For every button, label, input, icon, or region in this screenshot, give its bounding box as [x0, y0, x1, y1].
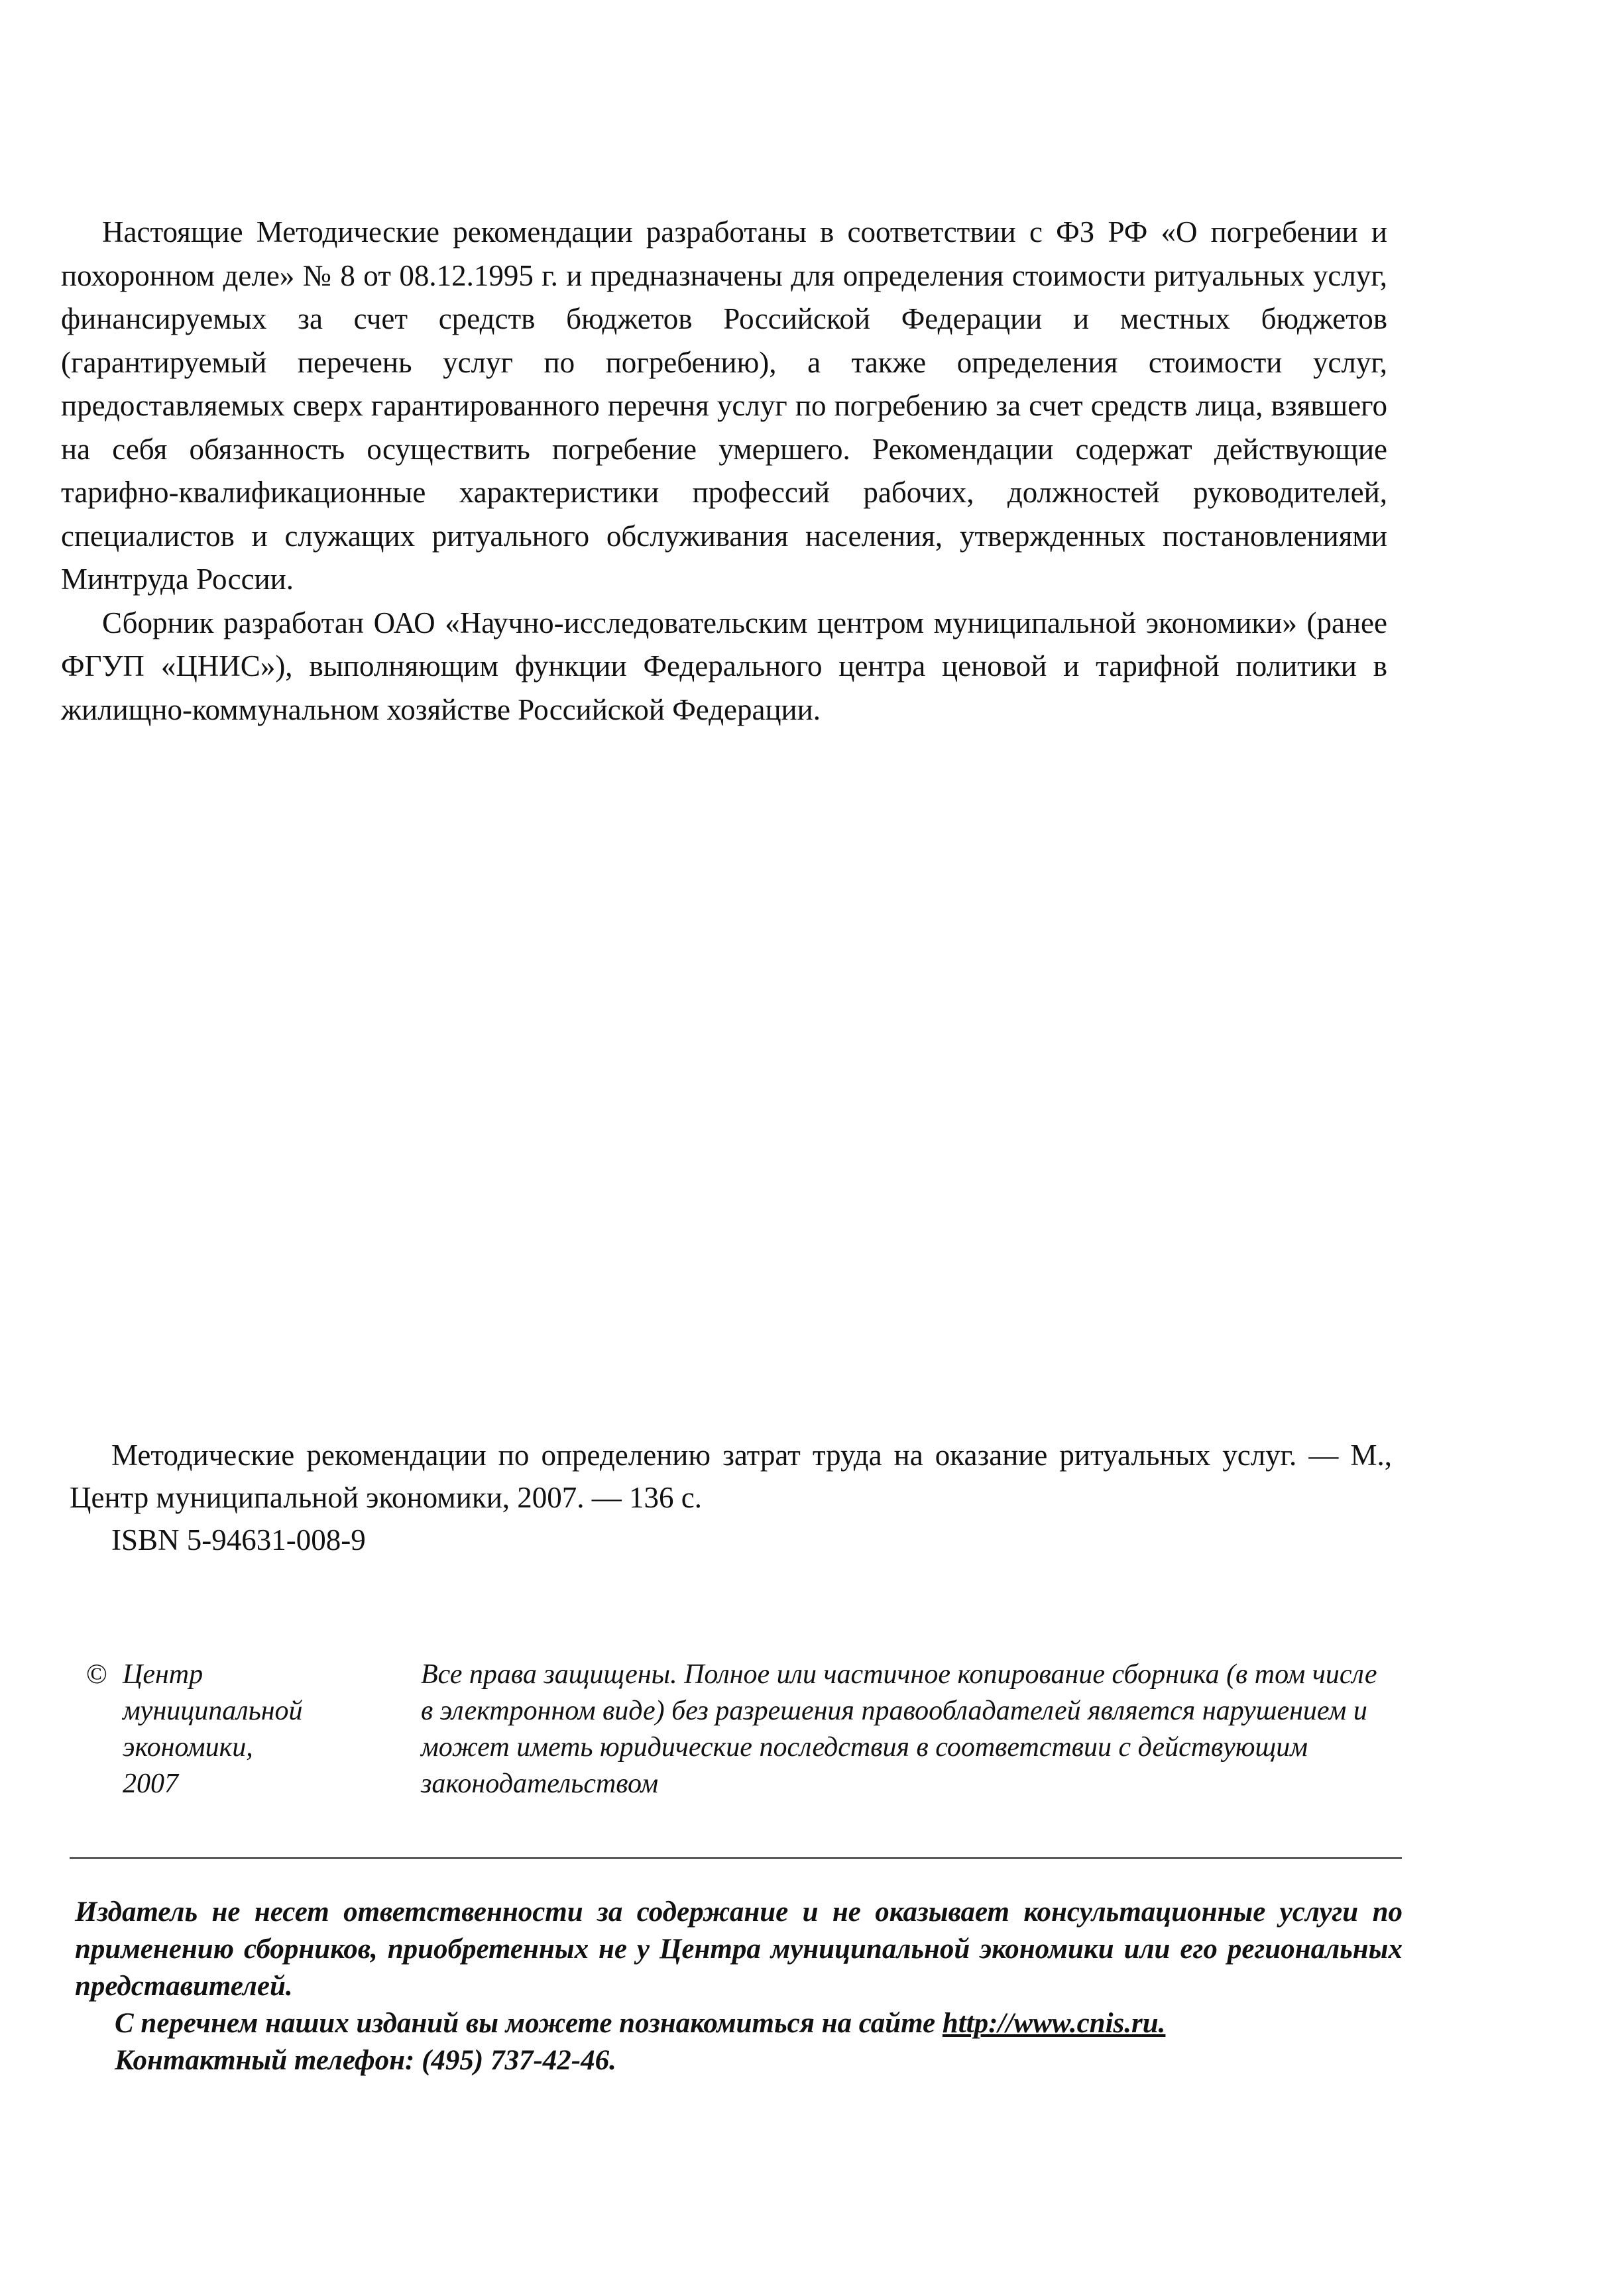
- intro-section: [61, 211, 1387, 732]
- copyright-holder-line-3: экономики,: [123, 1732, 253, 1763]
- copyright-year: 2007: [123, 1769, 178, 1799]
- website-link[interactable]: http://www.cnis.ru.: [942, 2008, 1166, 2039]
- catalog-line: [75, 2005, 1403, 2042]
- contact-phone: Контактный телефон: (495) 737-42-46.: [115, 2045, 616, 2076]
- copyright-symbol: ©: [86, 1659, 107, 1690]
- bibliographic-reference: Методические рекомендации по определению затрат труда на оказание ритуальных услуг. — М., Центр муниципальной экономики, 2007. — 136 с.: [70, 1439, 1392, 1514]
- catalog-text: С перечнем наших изданий вы можете познакомиться на сайте: [115, 2008, 936, 2039]
- rights-notice: Все права защищены. Полное или частичное копирование сборника (в том числе в электронном виде) без разрешения правообладателей является нарушением и может иметь юридические последствия в соответствии с действующим законодательством: [421, 1659, 1377, 1799]
- publisher-disclaimer: Издатель не несет ответственности за содержание и не оказывает консультационные услуги по применению сборников, приобретенных не у Центра муниципальной экономики или его региональных представителей.: [75, 1896, 1403, 2002]
- intro-paragraph-1: Настоящие Методические рекомендации разработаны в соответствии с ФЗ РФ «О погребении и похоронном деле» № 8 от 08.12.1995 г. и предназначены для определения стоимости ритуальных услуг, финансируемых за счет средств бюджетов Российской Федерации и местных бюджетов (гарантируемый перечень услуг по погребению), а также определения стоимости услуг, предоставляемых сверх гарантированного перечня услуг по погребению за счет средств лица, взявшего на себя обязанность осуществить погребение умершего. Рекомендации содержат действующие тарифно-квалификационные характеристики профессий рабочих, должностей руководителей, специалистов и служащих ритуального обслуживания населения, утвержденных постановлениями Минтруда России.: [61, 215, 1387, 596]
- bibliographic-record: [70, 1434, 1392, 1561]
- isbn: ISBN 5-94631-008-9: [111, 1523, 366, 1557]
- copyright-block: [86, 1657, 1385, 1822]
- intro-paragraph-2: Сборник разработан ОАО «Научно-исследовательским центром муниципальной экономики» (ранее ФГУП «ЦНИС»), выполняющим функции Федерального центра ценовой и тарифной политики в жилищно-коммунальном хозяйстве Российской Федерации.: [61, 606, 1387, 726]
- copyright-holder-line-1: Центр: [123, 1659, 203, 1690]
- copyright-holder: [86, 1657, 365, 1802]
- horizontal-divider: [70, 1857, 1402, 1859]
- publisher-notice: [75, 1894, 1403, 2079]
- copyright-holder-line-2: муниципальной: [123, 1696, 303, 1726]
